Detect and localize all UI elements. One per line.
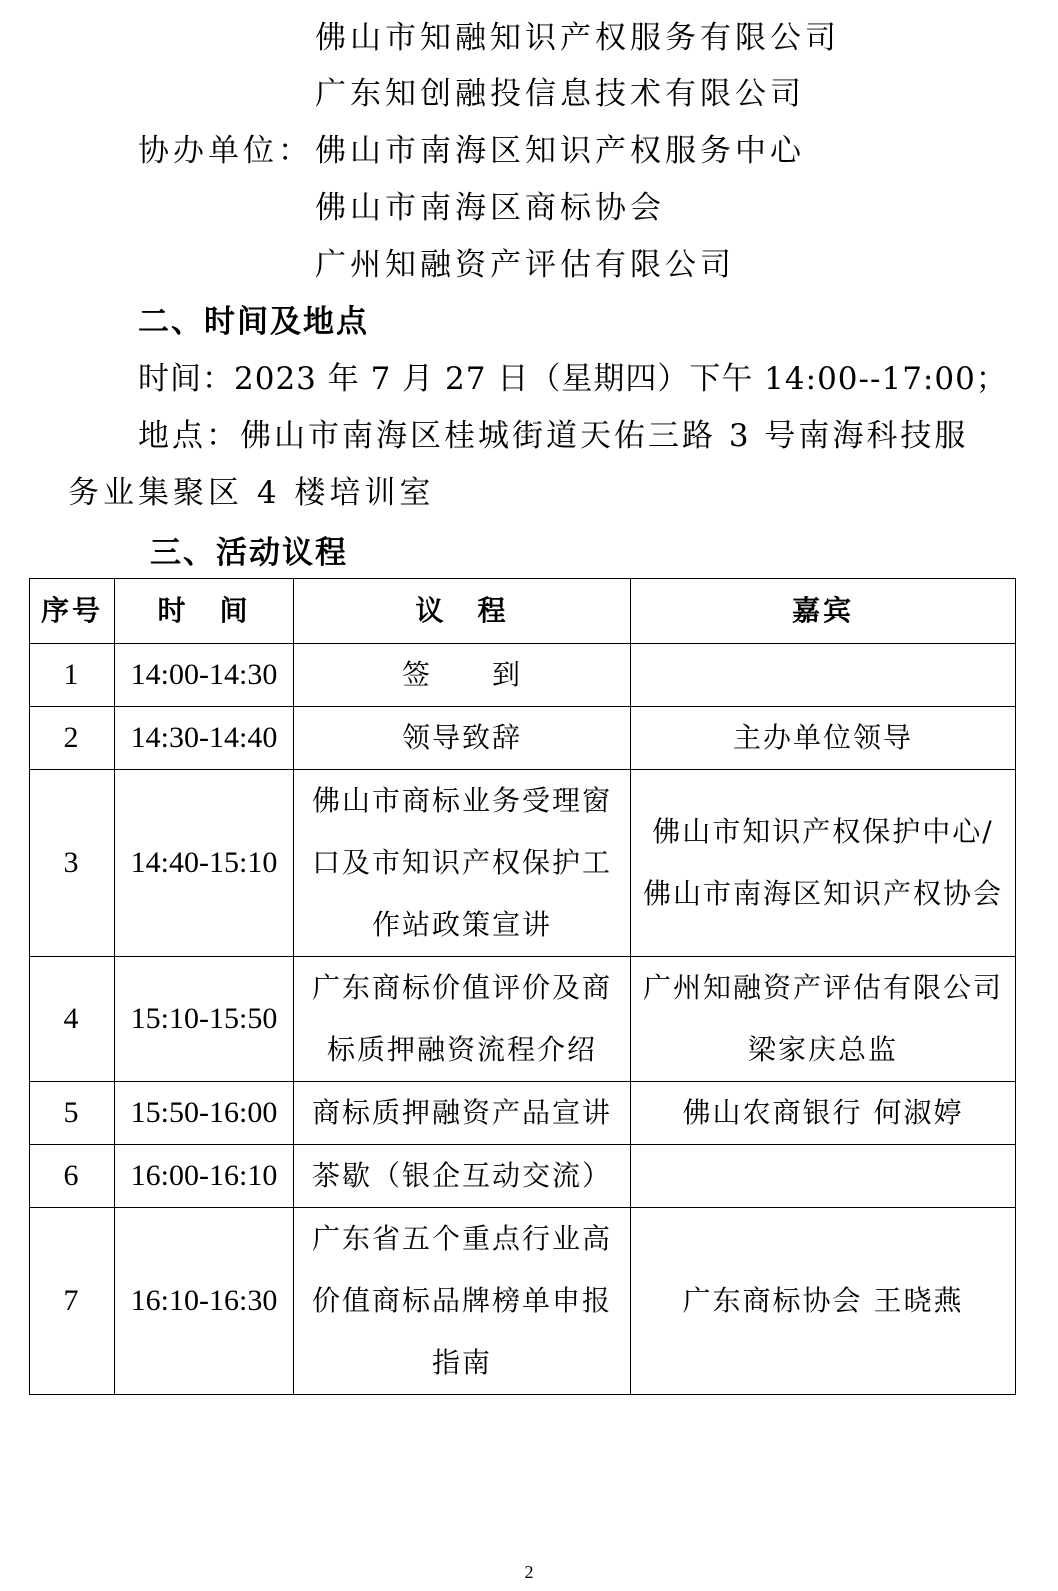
row-time: 14:40-15:10 <box>115 770 294 957</box>
table-row <box>30 644 1016 707</box>
row-no: 3 <box>30 770 115 957</box>
header-time: 时 间 <box>115 579 294 644</box>
organizer-line-1: 佛山市知融知识产权服务有限公司 <box>315 20 840 56</box>
co-organizer-line-1: 佛山市南海区知识产权服务中心 <box>315 133 805 169</box>
table-row <box>30 770 1016 957</box>
place-line-1: 地点：佛山市南海区桂城街道天佑三路 3 号南海科技服 <box>138 418 969 454</box>
row-guest: 广东商标协会 王晓燕 <box>631 1208 1016 1395</box>
organizer-line-2: 广东知创融投信息技术有限公司 <box>315 76 805 112</box>
row-agenda: 广东省五个重点行业高价值商标品牌榜单申报指南 <box>294 1208 631 1395</box>
table-row <box>30 957 1016 1082</box>
row-time: 15:50-16:00 <box>115 1082 294 1145</box>
co-organizer-line-2: 佛山市南海区商标协会 <box>315 190 665 226</box>
section-heading-time-place: 二、时间及地点 <box>138 304 369 340</box>
co-organizer-label: 协办单位： <box>138 133 313 169</box>
header-guest: 嘉宾 <box>631 579 1016 644</box>
page-number: 2 <box>524 1562 534 1582</box>
row-guest <box>631 644 1016 707</box>
table-row <box>30 1082 1016 1145</box>
row-no: 1 <box>30 644 115 707</box>
time-line: 时间：2023 年 7 月 27 日（星期四）下午 14:00--17:00； <box>138 361 1008 397</box>
row-no: 5 <box>30 1082 115 1145</box>
co-organizer-line-3: 广州知融资产评估有限公司 <box>315 247 735 283</box>
table-row <box>30 1208 1016 1395</box>
table-header-row <box>30 579 1016 644</box>
row-time: 14:00-14:30 <box>115 644 294 707</box>
row-agenda: 茶歇（银企互动交流） <box>294 1145 631 1208</box>
row-time: 15:10-15:50 <box>115 957 294 1082</box>
header-no: 序号 <box>30 579 115 644</box>
row-agenda: 签 到 <box>294 644 631 707</box>
table-row <box>30 1145 1016 1208</box>
row-time: 16:10-16:30 <box>115 1208 294 1395</box>
row-no: 2 <box>30 707 115 770</box>
row-guest <box>631 1145 1016 1208</box>
row-no: 6 <box>30 1145 115 1208</box>
row-agenda: 领导致辞 <box>294 707 631 770</box>
row-time: 16:00-16:10 <box>115 1145 294 1208</box>
agenda-table <box>29 578 1016 1395</box>
section-heading-agenda: 三、活动议程 <box>150 535 348 571</box>
table-row <box>30 707 1016 770</box>
row-guest: 广州知融资产评估有限公司梁家庆总监 <box>631 957 1016 1082</box>
row-no: 4 <box>30 957 115 1082</box>
row-agenda: 商标质押融资产品宣讲 <box>294 1082 631 1145</box>
place-line-2: 务业集聚区 4 楼培训室 <box>68 475 435 511</box>
row-agenda: 佛山市商标业务受理窗口及市知识产权保护工作站政策宣讲 <box>294 770 631 957</box>
row-guest: 佛山农商银行 何淑婷 <box>631 1082 1016 1145</box>
row-no: 7 <box>30 1208 115 1395</box>
row-guest: 主办单位领导 <box>631 707 1016 770</box>
row-agenda: 广东商标价值评价及商标质押融资流程介绍 <box>294 957 631 1082</box>
row-guest: 佛山市知识产权保护中心/佛山市南海区知识产权协会 <box>631 770 1016 957</box>
row-time: 14:30-14:40 <box>115 707 294 770</box>
header-agenda: 议 程 <box>294 579 631 644</box>
